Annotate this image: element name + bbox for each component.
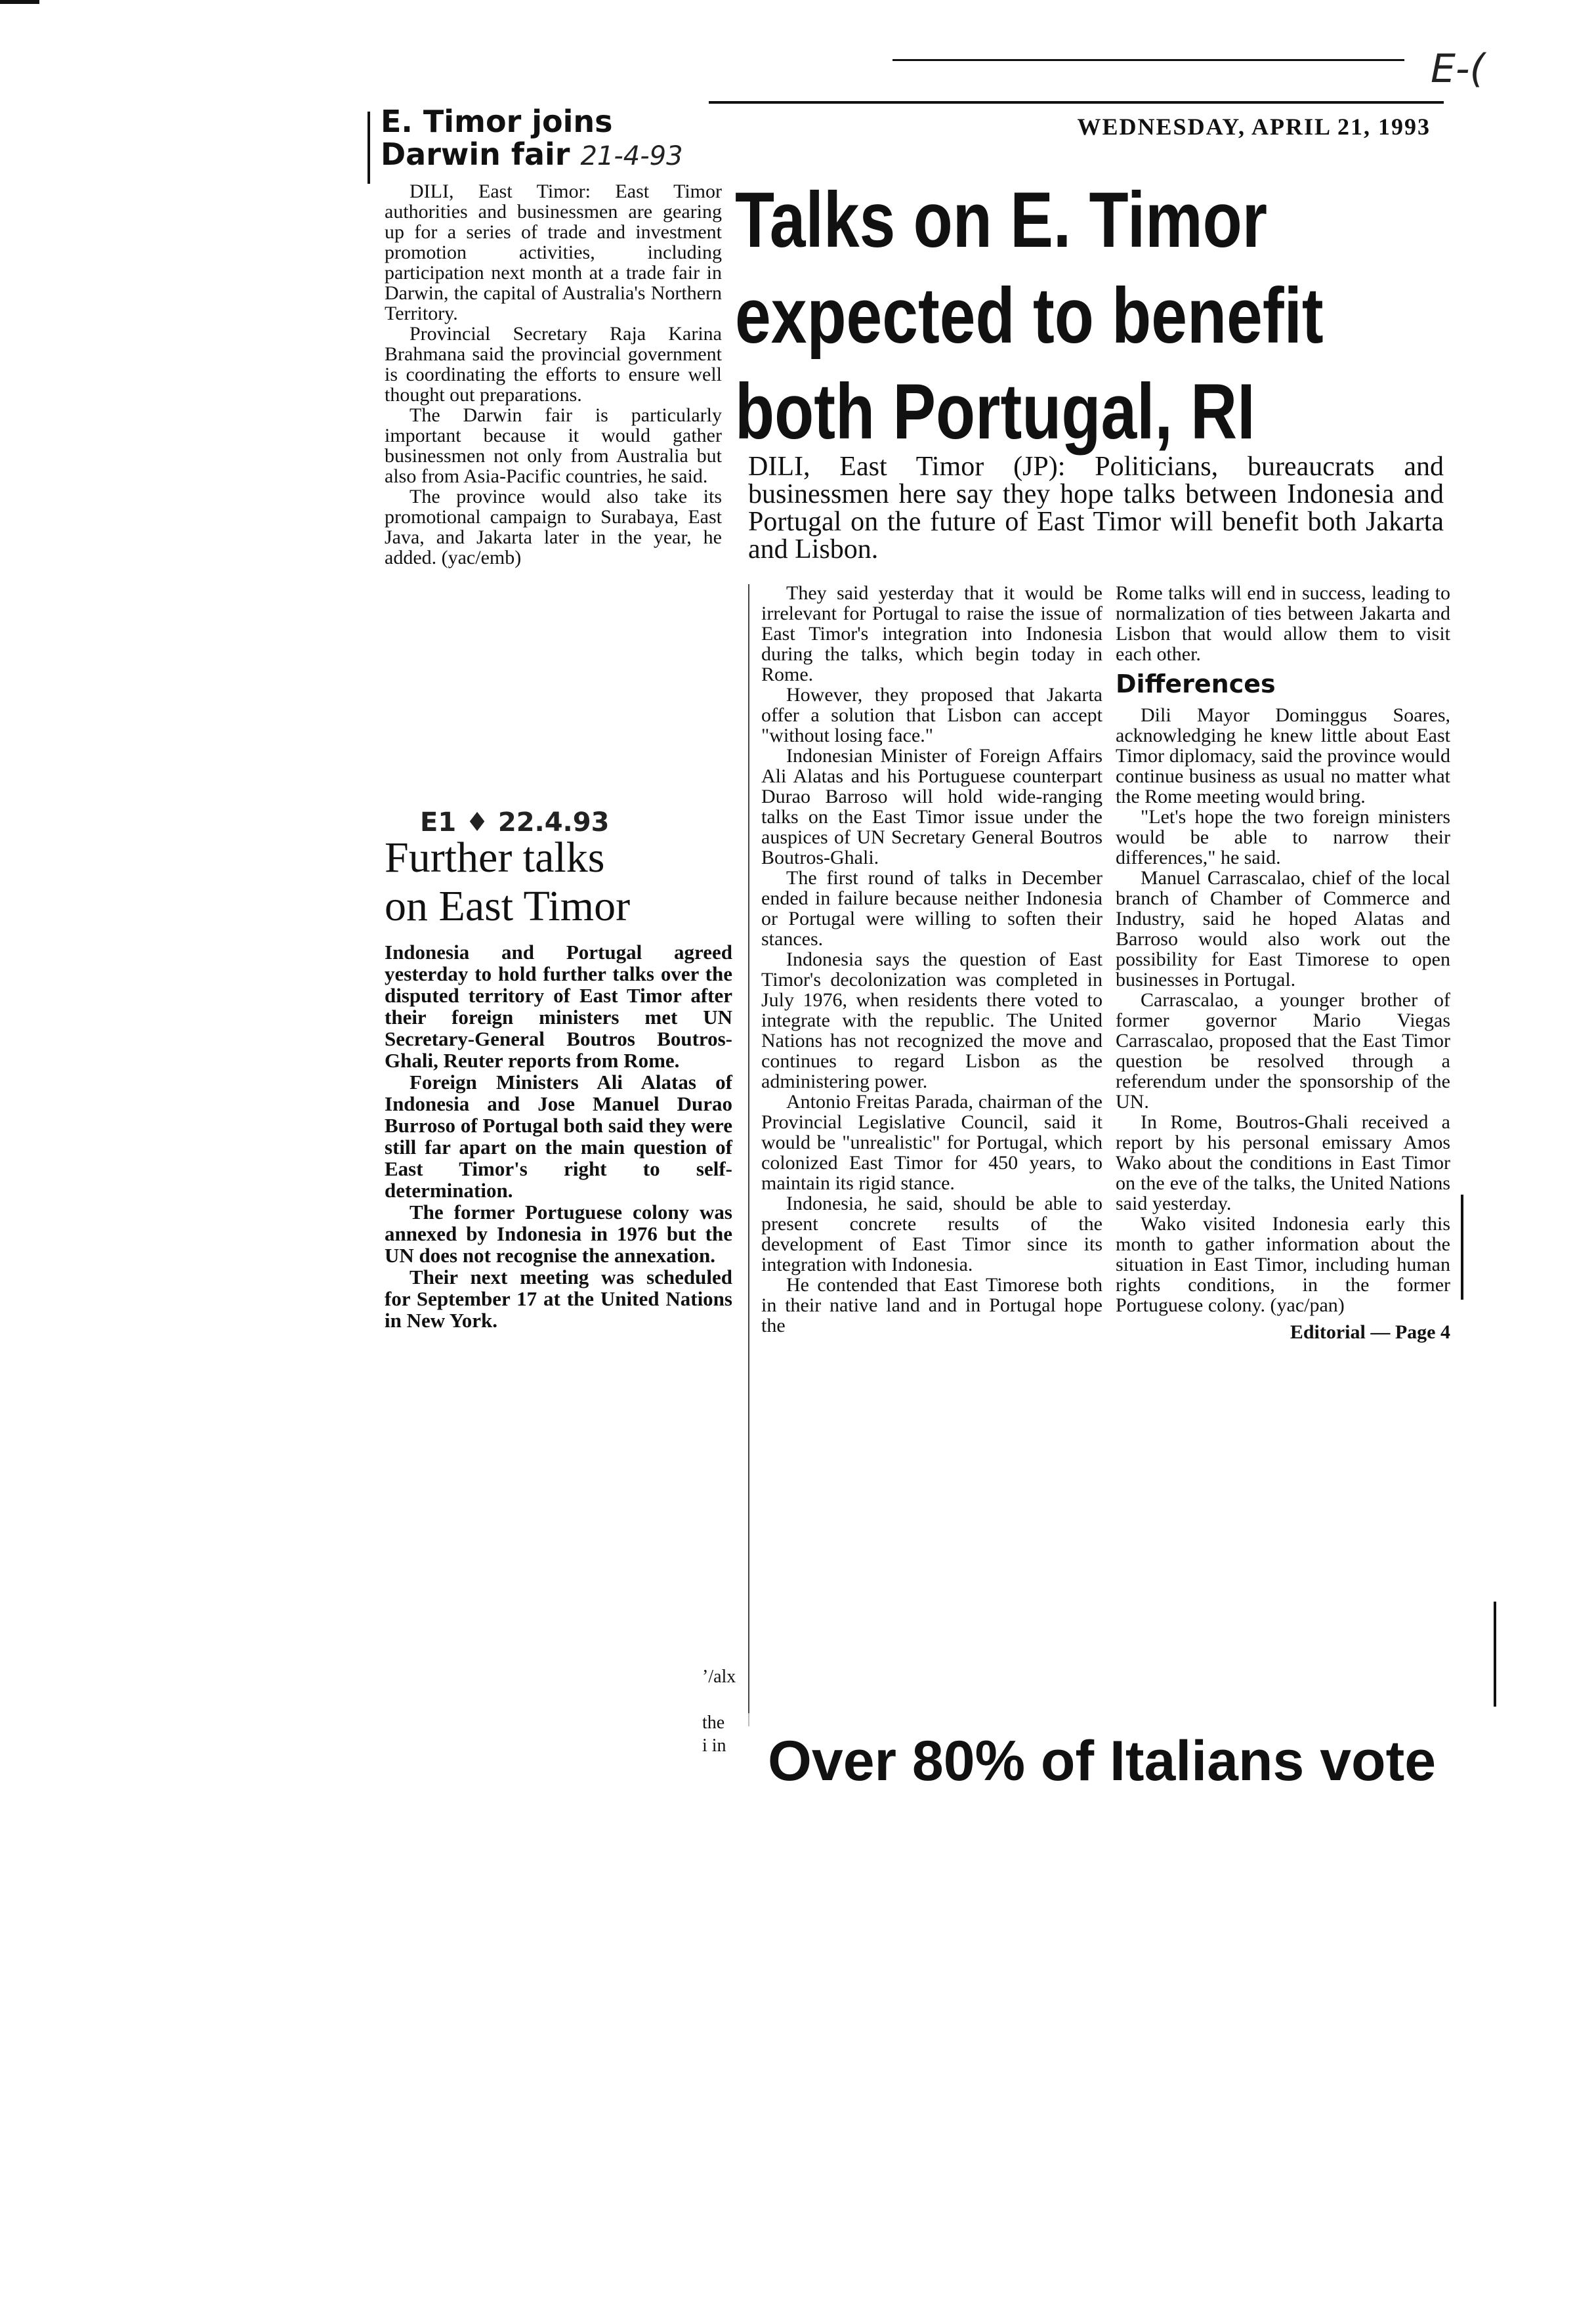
margin-bracket-1	[1461, 1195, 1463, 1300]
fragment-line: ʼ/alx	[702, 1667, 736, 1687]
dateline: WEDNESDAY, APRIL 21, 1993	[1077, 114, 1431, 140]
main-paragraph: Manuel Carrascalao, chief of the local branch of Chamber of Commerce and Industry, said he hoped Alatas and Barroso would also work out the possibility for East Timorese to open businesses in Portugal.	[1116, 867, 1450, 990]
main-paragraph: Carrascalao, a younger brother of former governor Mario Viegas Carrascalao, proposed that the East Timor question be resolved through a referendum under the sponsorship of the UN.	[1116, 989, 1450, 1113]
main-paragraph: In Rome, Boutros-Ghali received a report by his personal emissary Amos Wako about the conditions in East Timor on the eve of the talks, the United Nations said yesterday.	[1116, 1111, 1450, 1214]
main-column-right	[1116, 583, 1450, 1342]
further-story-body	[385, 941, 732, 1331]
left-story-body	[385, 181, 722, 568]
main-column-left	[761, 583, 1102, 1336]
left-story-paragraph: The Darwin fair is particularly important because it would gather businessmen not only from Australia but also from Asia-Pacific countries, he said.	[385, 404, 722, 487]
further-story-paragraph: Foreign Ministers Ali Alatas of Indonesia and Jose Manuel Durao Burroso of Portugal both said they were still far apart on the main question of East Timor's right to self-determination.	[385, 1071, 732, 1202]
main-headline	[735, 172, 1327, 459]
left-story-paragraph: Provincial Secretary Raja Karina Brahmana said the provincial government is coordinating the efforts to ensure well thought out preparations.	[385, 323, 722, 406]
further-story-headline	[385, 834, 726, 931]
main-paragraph: They said yesterday that it would be irrelevant for Portugal to raise the issue of East Timor's integration into Indonesia during the talks, which begin today in Rome.	[761, 582, 1102, 685]
main-paragraph: "Let's hope the two foreign ministers would be able to narrow their differences," he said.	[1116, 806, 1450, 868]
main-paragraph: Dili Mayor Dominggus Soares, acknowledging he knew little about East Timor diplomacy, said the province would continue business as usual no matter what the Rome meeting would bring.	[1116, 704, 1450, 807]
main-headline-line1: Talks on E. Timor	[735, 176, 1268, 264]
fragment-line: the	[702, 1713, 725, 1733]
left-margin-rule	[368, 112, 370, 184]
main-headline-line2: expected to benefit	[735, 272, 1324, 360]
handwritten-clipping-date: E1 ♦ 22.4.93	[420, 807, 610, 838]
further-headline-line2: on East Timor	[385, 882, 631, 930]
further-story-paragraph: The former Portuguese colony was annexed by Indonesia in 1976 but the UN does not recognise the annexation.	[385, 1201, 732, 1267]
left-headline-line1: E. Timor joins	[381, 104, 613, 139]
left-story-paragraph: DILI, East Timor: East Timor authorities and businessmen are gearing up for a series of trade and investment promotion activities, including participation next month at a trade fair in Darwin, the capital of Australia's Northern Territory.	[385, 181, 722, 324]
left-headline-line2: Darwin fair	[381, 137, 570, 172]
editorial-reference: Editorial — Page 4	[1290, 1321, 1450, 1343]
handwritten-corner-note: E-(	[1431, 46, 1485, 92]
corner-mark	[0, 0, 39, 4]
main-paragraph: Indonesia, he said, should be able to present concrete results of the development of East Timor since its integration with Indonesia.	[761, 1193, 1102, 1275]
margin-bracket-2	[1494, 1602, 1496, 1707]
main-paragraph: Rome talks will end in success, leading to normalization of ties between Jakarta and Lisbon that would allow them to visit each other.	[1116, 582, 1450, 665]
main-paragraph: He contended that East Timorese both in their native land and in Portugal hope the	[761, 1274, 1102, 1336]
main-paragraph: Indonesian Minister of Foreign Affairs Ali Alatas and his Portuguese counterpart Durao Barroso will hold wide-ranging talks on the East Timor issue under the auspices of UN Secretary General Boutros Boutros-Ghali.	[761, 745, 1102, 868]
bottom-headline-fragment: Over 80% of Italians vote	[768, 1733, 1437, 1785]
main-paragraph: Indonesia says the question of East Timor's decolonization was completed in July 1976, when residents there voted to integrate with the republic. The United Nations has not recognized the move and continues to regard Lisbon as the administering power.	[761, 948, 1102, 1092]
left-story-headline	[381, 105, 722, 173]
further-story-paragraph: Indonesia and Portugal agreed yesterday to hold further talks over the disputed territory of East Timor after their foreign ministers met UN Secretary-General Boutros Boutros-Ghali, Reuter reports from Rome.	[385, 941, 732, 1072]
handwritten-date: 21-4-93	[580, 141, 683, 171]
left-story-paragraph: The province would also take its promotional campaign to Surabaya, East Java, and Jakarta later in the year, he added. (yac/emb)	[385, 486, 722, 568]
main-paragraph: Antonio Freitas Parada, chairman of the Provincial Legislative Council, said it would be "unrealistic" for Portugal, which colonized East Timor for 450 years, to maintain its rigid stance.	[761, 1091, 1102, 1194]
main-lead: DILI, East Timor (JP): Politicians, bureaucrats and businessmen here say they hope talks between Indonesia and Portugal on the future of East Timor will benefit both Jakarta and Lisbon.	[748, 452, 1444, 564]
section-heading-differences: Differences	[1116, 670, 1276, 698]
top-rule	[892, 59, 1404, 61]
column-divider	[748, 584, 749, 1713]
fragment-line: i in	[702, 1736, 726, 1756]
masthead-rule	[709, 101, 1444, 104]
main-paragraph: Wako visited Indonesia early this month to gather information about the situation in East Timor, including human rights conditions, in the former Portuguese colony. (yac/pan)	[1116, 1213, 1450, 1316]
further-headline-line1: Further talks	[385, 834, 605, 882]
main-paragraph: The first round of talks in December ended in failure because neither Indonesia or Portugal were willing to soften their stances.	[761, 867, 1102, 950]
further-story-paragraph: Their next meeting was scheduled for September 17 at the United Nations in New York.	[385, 1266, 732, 1332]
main-headline-line3: both Portugal, RI	[735, 368, 1255, 456]
main-paragraph: However, they proposed that Jakarta offer a solution that Lisbon can accept "without losing face."	[761, 684, 1102, 746]
